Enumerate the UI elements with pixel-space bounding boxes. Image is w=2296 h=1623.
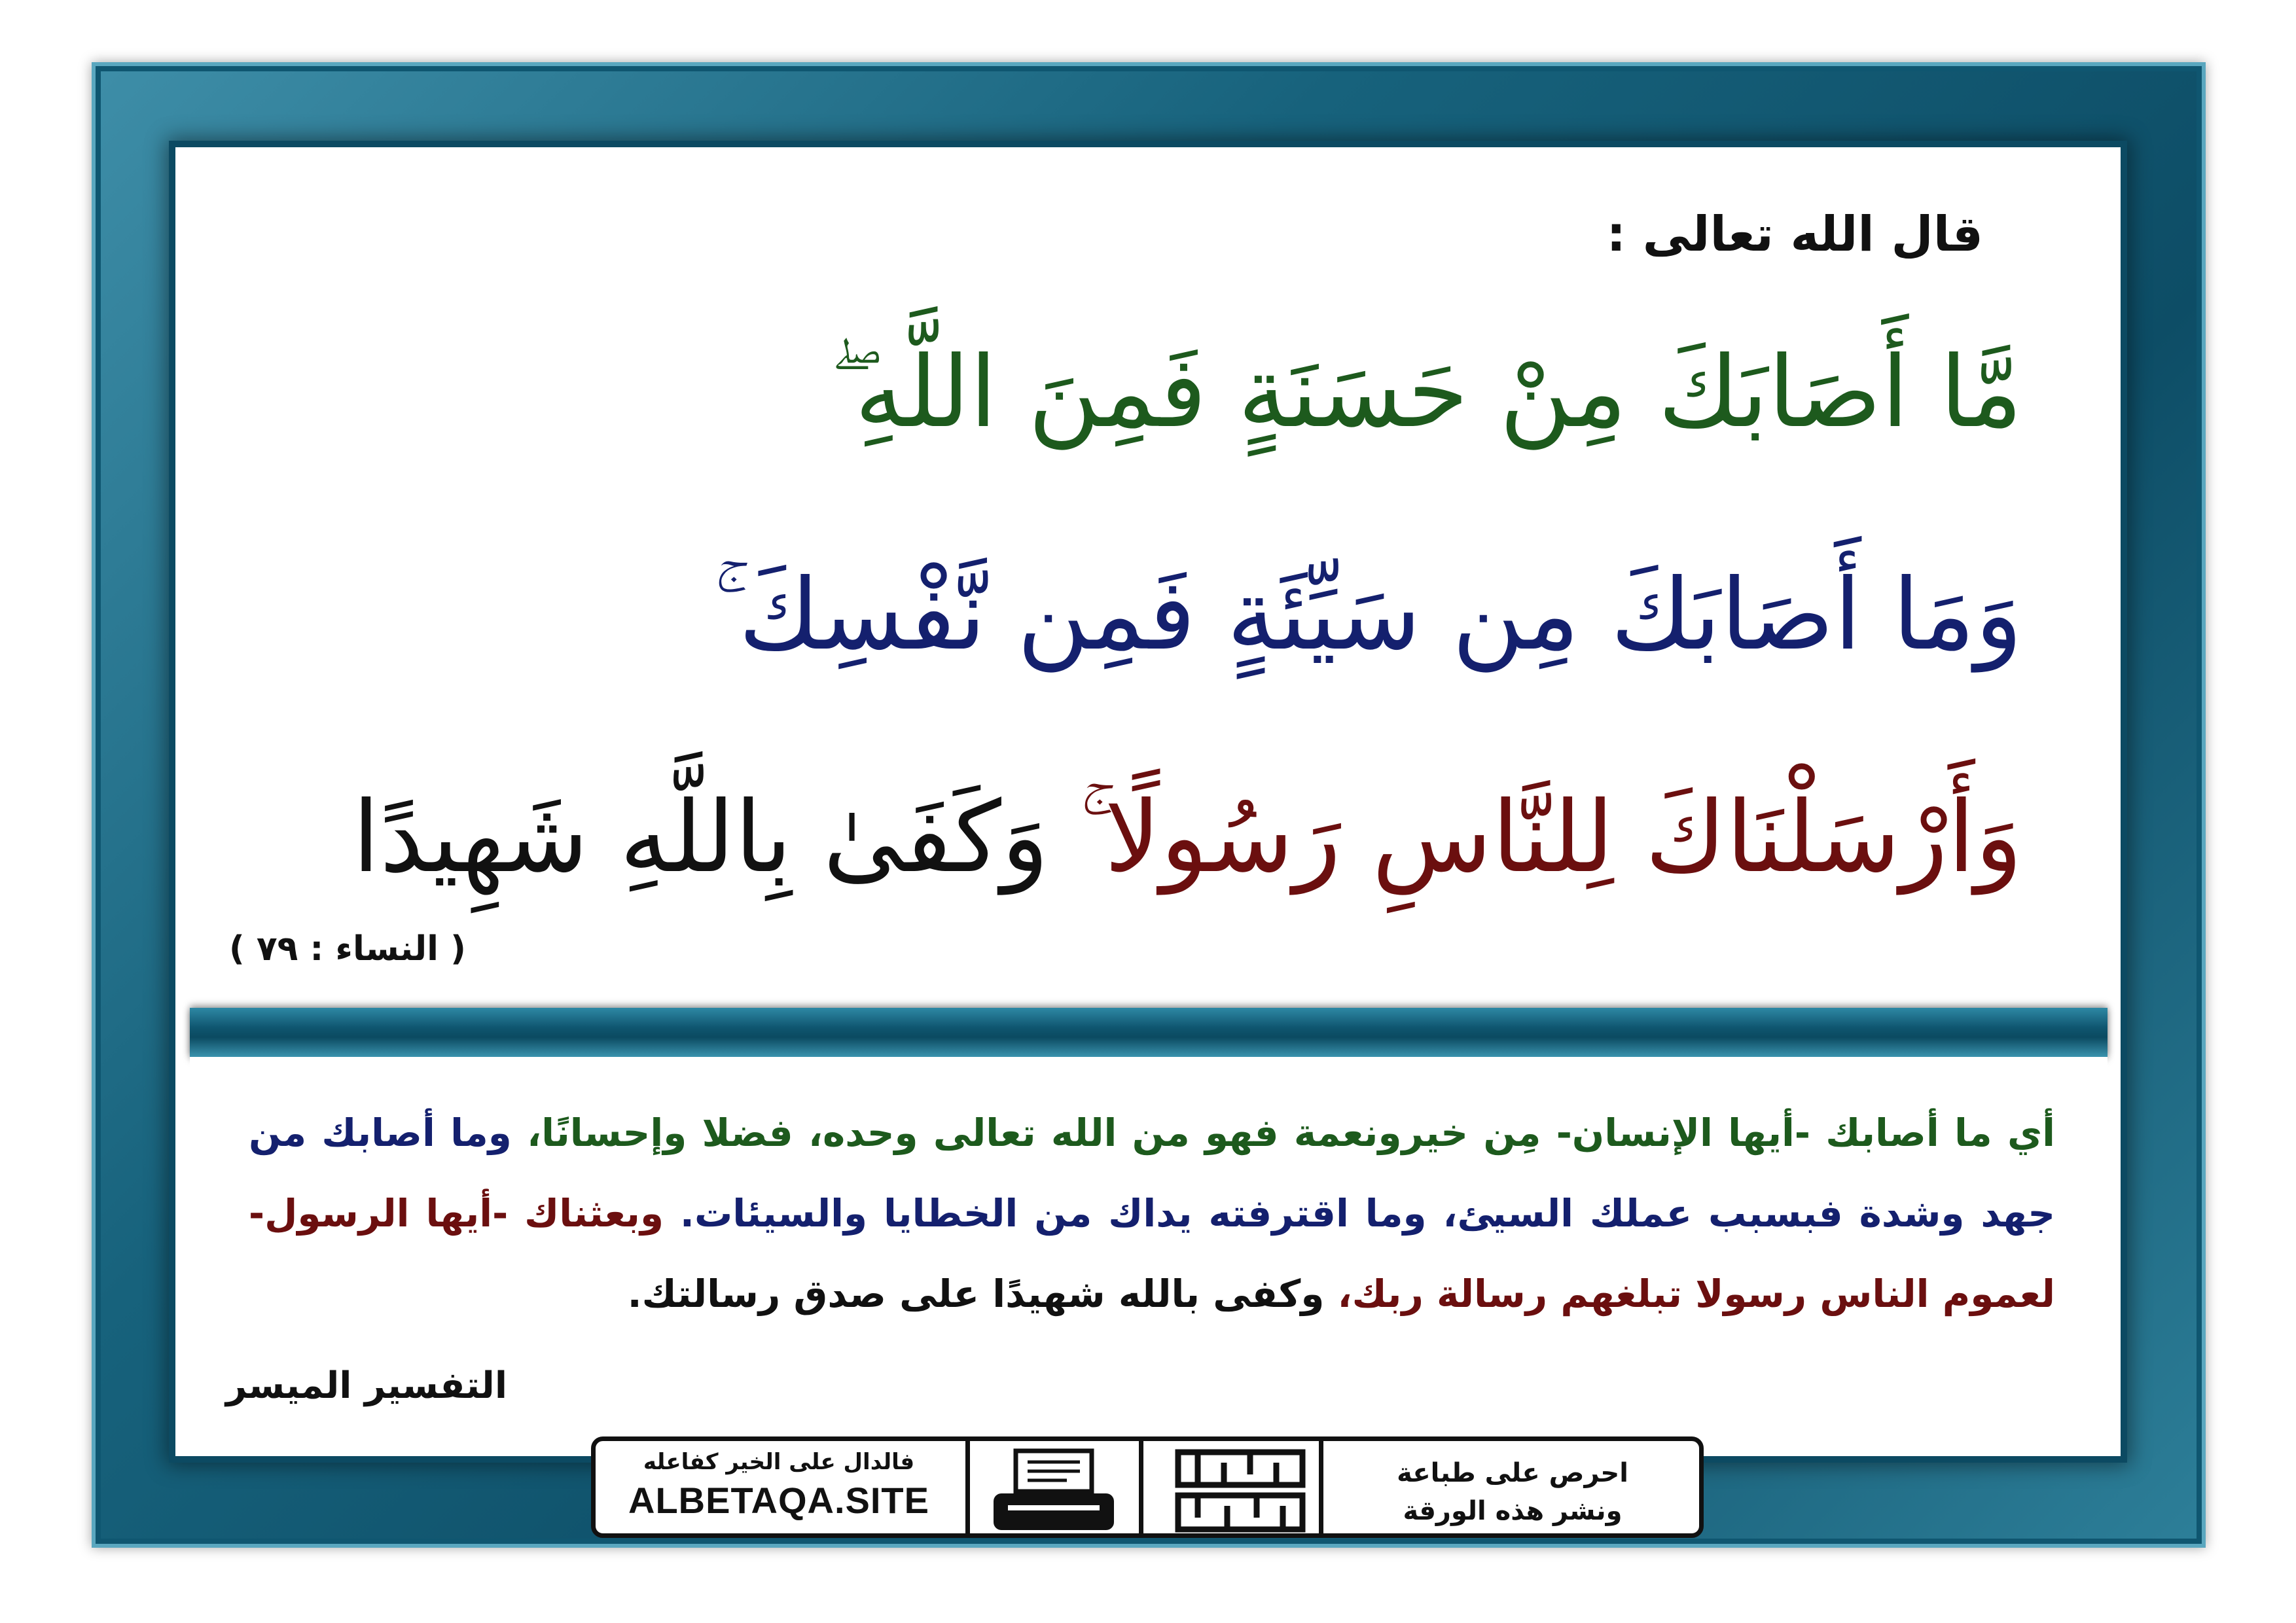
verse-line-1: مَّا أَصَابَكَ مِنْ حَسَنَةٍ فَمِنَ اللَّهِ ۖ (830, 336, 2022, 450)
footer-site-link[interactable]: ALBETAQA.SITE (628, 1480, 929, 1521)
footer-separator (1139, 1441, 1143, 1533)
printer-icon (988, 1448, 1119, 1533)
footer-site-block (609, 1449, 949, 1522)
tafsir-part-2: وما أصابك من جهد وشدة فبسبب عملك السيئ، وما اقترفته يداك من الخطايا والسيئات. (249, 1111, 2055, 1236)
footer-separator (1319, 1441, 1323, 1533)
tafsir-part-4: وكفى بالله شهيدًا على صدق رسالتك. (627, 1272, 1325, 1316)
tafsir-source: التفسير الميسر (226, 1364, 508, 1407)
footer-slogan: فالدال على الخير كفاعله (643, 1449, 915, 1475)
verse-line-3-black: وَكَفَىٰ بِاللَّهِ شَهِيدًا (352, 781, 1049, 895)
tafsir-part-3: وبعثناك -أيها الرسول- لعموم الناس رسولا تبلغهم رسالة ربك، (249, 1191, 2055, 1316)
verse-line-2: وَمَا أَصَابَكَ مِن سَيِّئَةٍ فَمِن نَّفْسِكَ ۚ (714, 558, 2022, 672)
tafsir-panel (190, 1057, 2108, 1440)
panel-divider (190, 1008, 2108, 1057)
footer-note-line-1: احرص على طباعة (1397, 1458, 1628, 1488)
verse-line-3-red: وَأَرْسَلْنَاكَ لِلنَّاسِ رَسُولًا ۚ (1080, 781, 2022, 895)
intro-heading: قال الله تعالى : (1606, 206, 1983, 262)
footer-banner (591, 1436, 1704, 1538)
verse-citation: ( النساء : ٧٩ ) (229, 929, 466, 969)
footer-note-line-2: ونشر هذه الورقة (1403, 1496, 1623, 1526)
logo-icon (1172, 1444, 1309, 1536)
tafsir-part-1: أي ما أصابك -أيها الإنسان- مِن خيرونعمة فهو من الله تعالى وحده، فضلا وإحسانًا، (511, 1111, 2055, 1155)
footer-note (1362, 1454, 1663, 1530)
verse-panel (190, 160, 2108, 1008)
tafsir-text (249, 1093, 2055, 1334)
footer-separator (965, 1441, 970, 1533)
verse-line-3 (288, 781, 2022, 895)
